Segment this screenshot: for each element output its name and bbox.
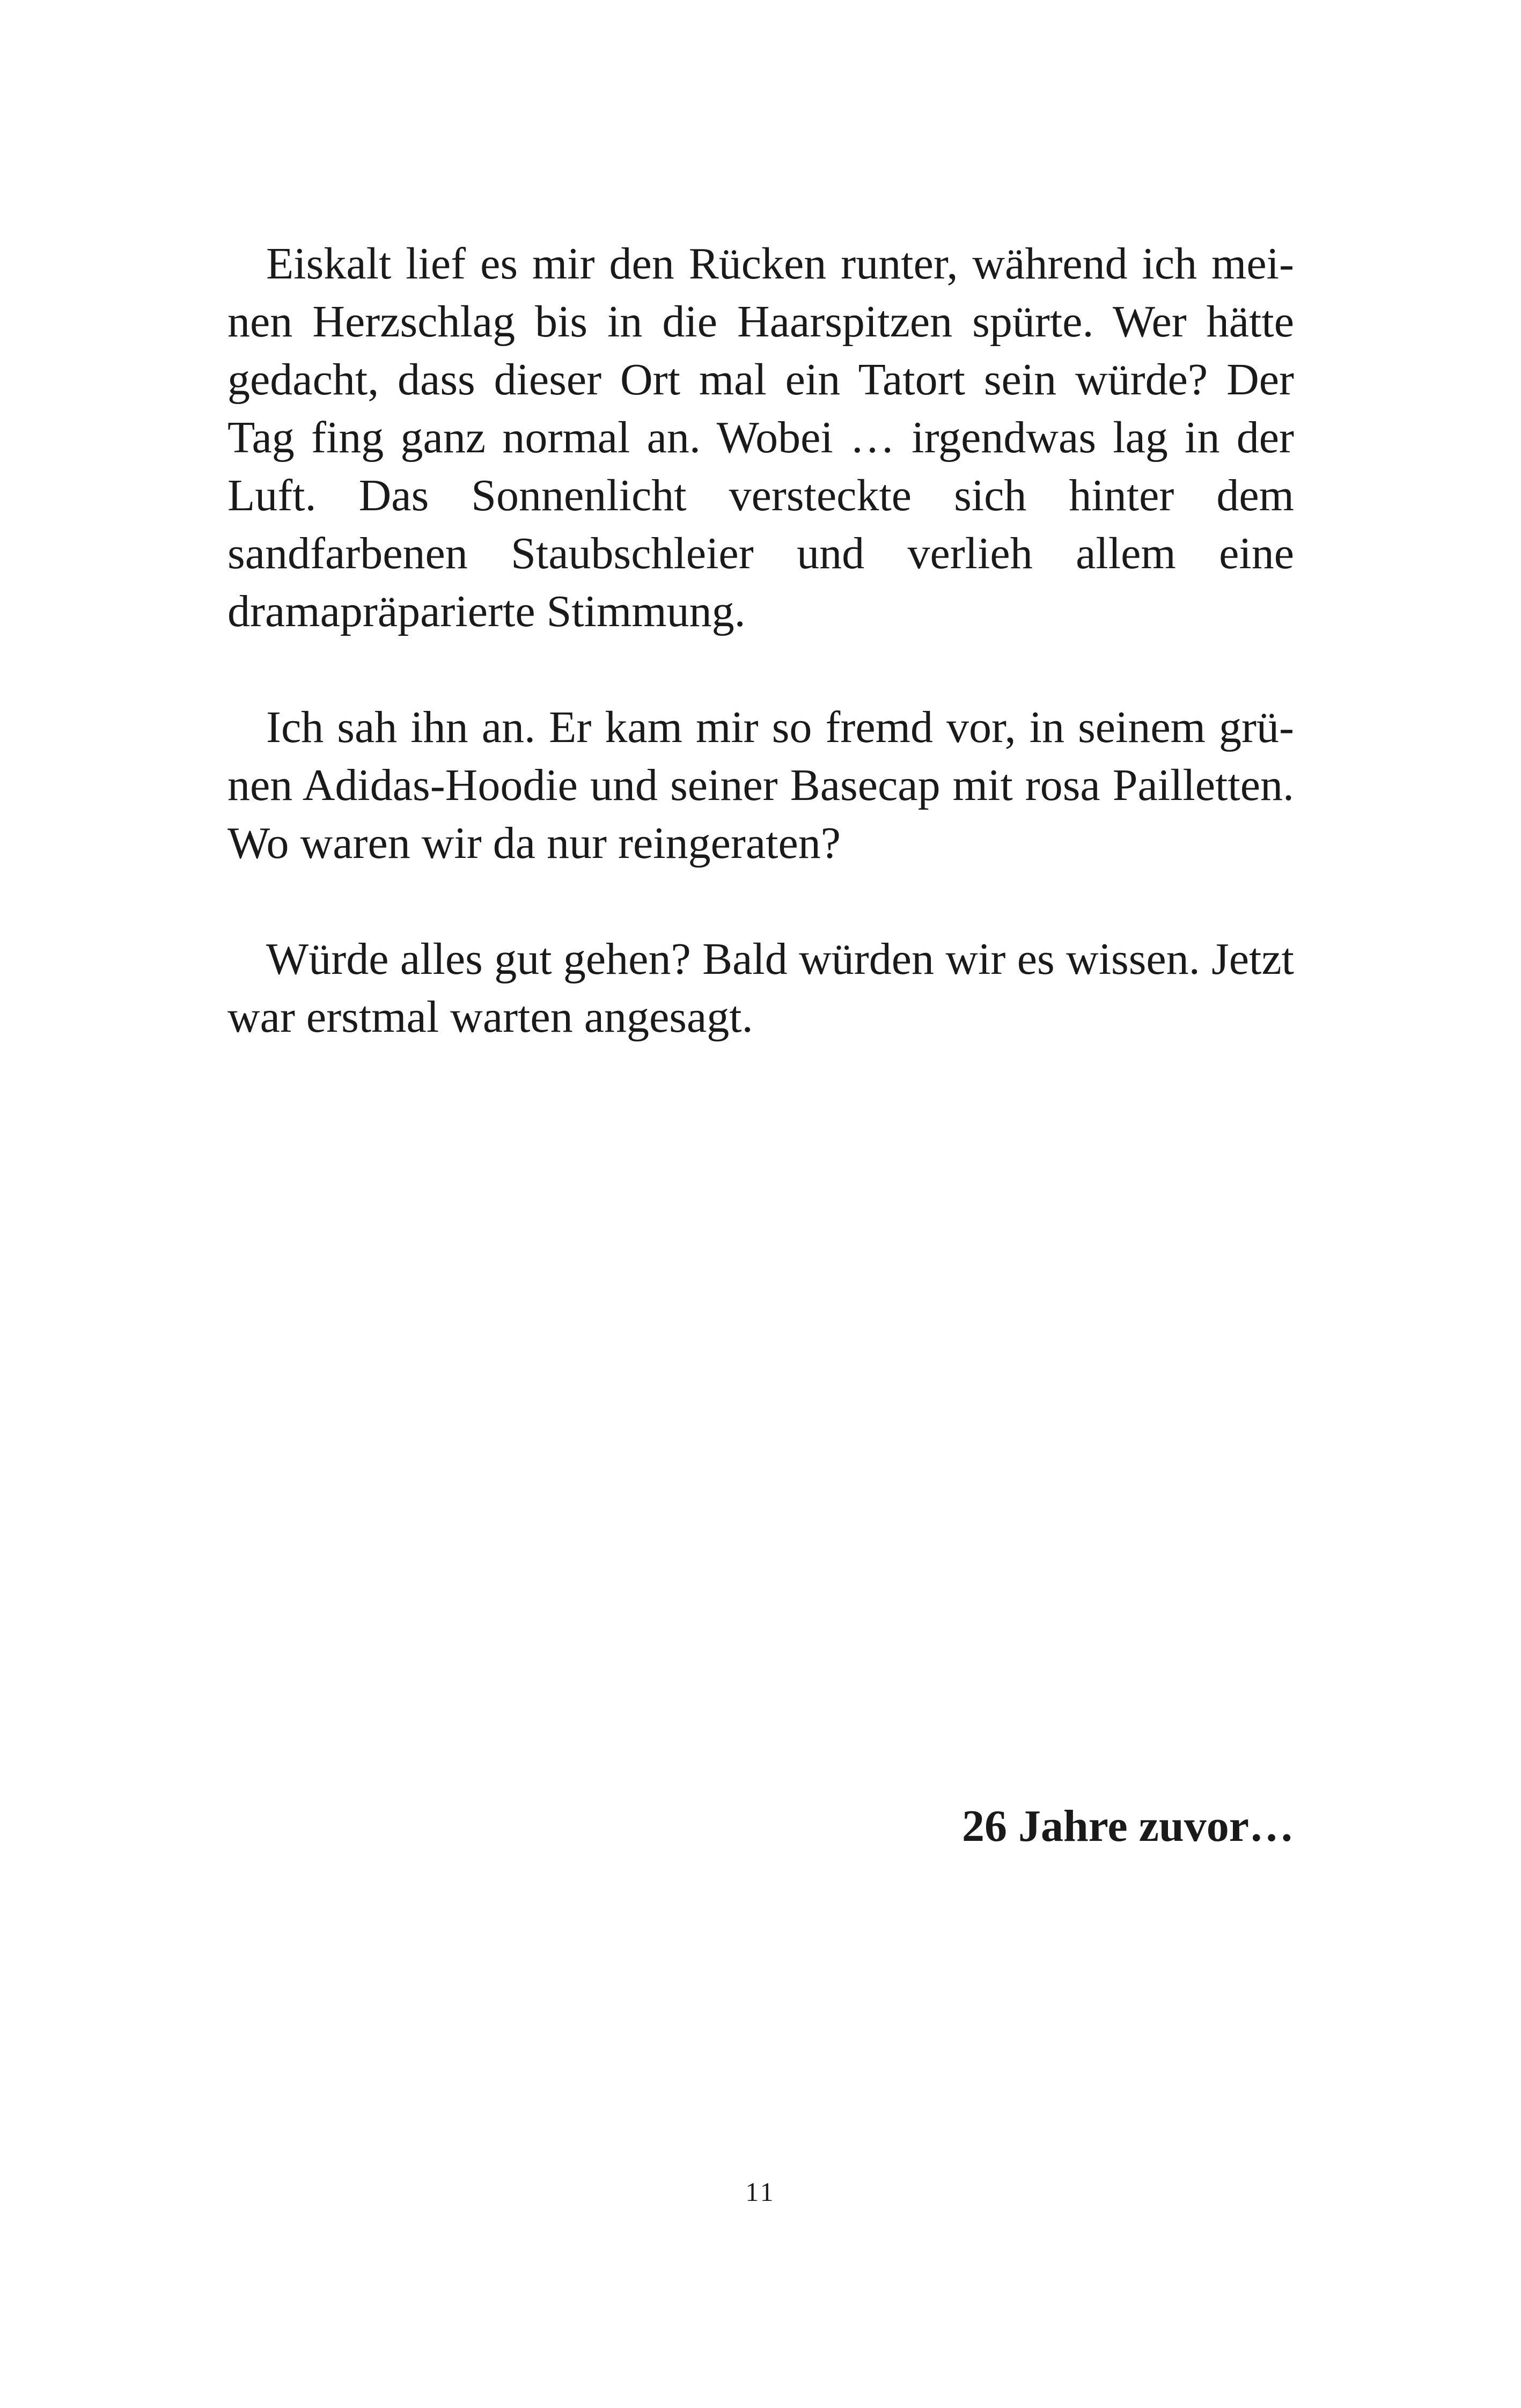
paragraph-1: Eiskalt lief es mir den Rücken runter, während ich meinen Herzschlag bis in die Haarspitzen spürte. Wer hätte gedacht, dass dieser Ort mal ein Tatort sein würde? Der Tag fing ganz normal an. Wobei … irgendwas lag in der Luft. Das Sonnenlicht versteckte sich hinter dem sandfarbenen Staubschleier und verlieh allem eine dramapräparierte Stimmung. [227,239,1294,636]
paragraph-3: Würde alles gut gehen? Bald würden wir es wissen. Jetzt war erstmal warten angesagt. [227,934,1294,1042]
section-heading: 26 Jahre zuvor… [961,1801,1294,1851]
body-text [227,235,1294,1046]
page-number: 11 [745,2177,776,2207]
paragraph-2: Ich sah ihn an. Er kam mir so fremd vor, in seinem grünen Adidas-Hoodie und seiner Basecap mit rosa Pailletten. Wo waren wir da nur reingeraten? [227,702,1294,868]
